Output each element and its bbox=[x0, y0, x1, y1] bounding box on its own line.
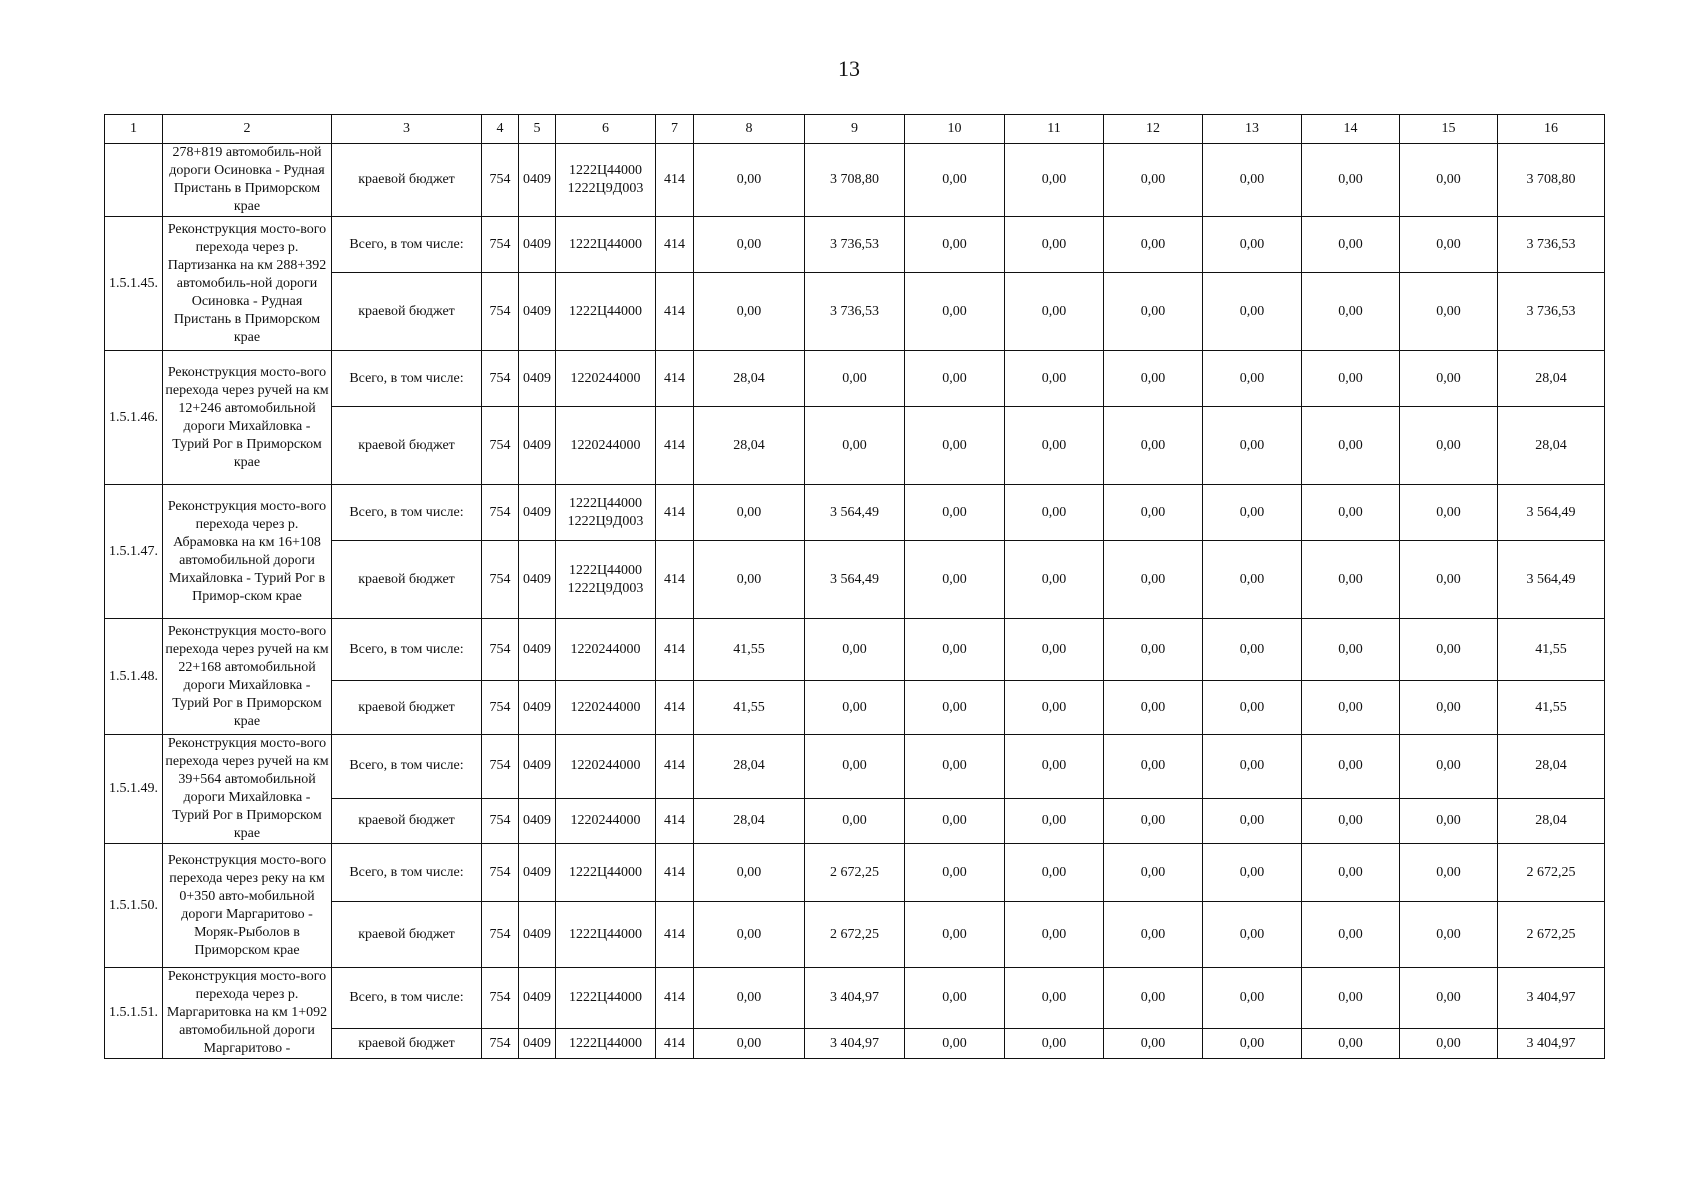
amount-col11: 0,00 bbox=[1005, 735, 1104, 799]
column-header-7: 7 bbox=[656, 115, 694, 144]
amount-col8: 0,00 bbox=[694, 273, 805, 351]
code-col7: 414 bbox=[656, 619, 694, 681]
amount-col10: 0,00 bbox=[905, 844, 1005, 902]
code-col7: 414 bbox=[656, 541, 694, 619]
funding-source: краевой бюджет bbox=[332, 798, 482, 843]
amount-col11: 0,00 bbox=[1005, 144, 1104, 217]
amount-col15: 0,00 bbox=[1400, 217, 1498, 273]
amount-col14: 0,00 bbox=[1302, 144, 1400, 217]
code-col7: 414 bbox=[656, 798, 694, 843]
code-col6 bbox=[556, 217, 656, 273]
code-col5: 0409 bbox=[519, 844, 556, 902]
amount-col11: 0,00 bbox=[1005, 1029, 1104, 1059]
amount-col9: 2 672,25 bbox=[805, 844, 905, 902]
table-row bbox=[105, 485, 1605, 541]
amount-col9: 3 708,80 bbox=[805, 144, 905, 217]
amount-col13: 0,00 bbox=[1203, 351, 1302, 407]
column-header-16: 16 bbox=[1498, 115, 1605, 144]
amount-col14: 0,00 bbox=[1302, 1029, 1400, 1059]
code-col6 bbox=[556, 485, 656, 541]
amount-col10: 0,00 bbox=[905, 351, 1005, 407]
item-number: 1.5.1.50. bbox=[105, 844, 163, 968]
column-header-4: 4 bbox=[482, 115, 519, 144]
amount-col16: 3 564,49 bbox=[1498, 541, 1605, 619]
funding-source: краевой бюджет bbox=[332, 541, 482, 619]
amount-col9: 2 672,25 bbox=[805, 902, 905, 968]
column-header-12: 12 bbox=[1104, 115, 1203, 144]
funding-source: краевой бюджет bbox=[332, 681, 482, 735]
amount-col9: 0,00 bbox=[805, 735, 905, 799]
code-col4: 754 bbox=[482, 273, 519, 351]
table-row bbox=[105, 619, 1605, 681]
amount-col13: 0,00 bbox=[1203, 968, 1302, 1029]
amount-col12: 0,00 bbox=[1104, 541, 1203, 619]
amount-col15: 0,00 bbox=[1400, 681, 1498, 735]
amount-col13: 0,00 bbox=[1203, 681, 1302, 735]
code-col6 bbox=[556, 1029, 656, 1059]
amount-col8: 0,00 bbox=[694, 1029, 805, 1059]
column-header-10: 10 bbox=[905, 115, 1005, 144]
code-col7: 414 bbox=[656, 485, 694, 541]
amount-col10: 0,00 bbox=[905, 798, 1005, 843]
column-header-1: 1 bbox=[105, 115, 163, 144]
code-col7: 414 bbox=[656, 844, 694, 902]
amount-col16: 28,04 bbox=[1498, 735, 1605, 799]
funding-source: краевой бюджет bbox=[332, 273, 482, 351]
amount-col15: 0,00 bbox=[1400, 902, 1498, 968]
amount-col16: 3 564,49 bbox=[1498, 485, 1605, 541]
table-row bbox=[105, 735, 1605, 799]
amount-col16: 2 672,25 bbox=[1498, 844, 1605, 902]
code-col4: 754 bbox=[482, 144, 519, 217]
amount-col12: 0,00 bbox=[1104, 1029, 1203, 1059]
amount-col11: 0,00 bbox=[1005, 273, 1104, 351]
code-line: 1220244000 bbox=[570, 641, 641, 657]
code-col6 bbox=[556, 541, 656, 619]
code-col6 bbox=[556, 351, 656, 407]
amount-col11: 0,00 bbox=[1005, 407, 1104, 485]
amount-col11: 0,00 bbox=[1005, 619, 1104, 681]
code-col4: 754 bbox=[482, 1029, 519, 1059]
amount-col12: 0,00 bbox=[1104, 485, 1203, 541]
table-row bbox=[105, 144, 1605, 217]
amount-col15: 0,00 bbox=[1400, 619, 1498, 681]
column-header-6: 6 bbox=[556, 115, 656, 144]
code-line: 1222Ц9Д003 bbox=[567, 181, 644, 196]
amount-col14: 0,00 bbox=[1302, 351, 1400, 407]
amount-col9: 3 736,53 bbox=[805, 273, 905, 351]
code-line: 1222Ц44000 bbox=[568, 562, 643, 578]
amount-col8: 28,04 bbox=[694, 798, 805, 843]
amount-col14: 0,00 bbox=[1302, 407, 1400, 485]
code-line: 1222Ц44000 bbox=[568, 163, 643, 178]
amount-col13: 0,00 bbox=[1203, 407, 1302, 485]
code-col6 bbox=[556, 844, 656, 902]
amount-col10: 0,00 bbox=[905, 217, 1005, 273]
item-number: 1.5.1.46. bbox=[105, 351, 163, 485]
amount-col8: 0,00 bbox=[694, 541, 805, 619]
amount-col12: 0,00 bbox=[1104, 144, 1203, 217]
code-col7: 414 bbox=[656, 144, 694, 217]
code-col6 bbox=[556, 619, 656, 681]
amount-col12: 0,00 bbox=[1104, 968, 1203, 1029]
amount-col13: 0,00 bbox=[1203, 798, 1302, 843]
amount-col15: 0,00 bbox=[1400, 541, 1498, 619]
code-col4: 754 bbox=[482, 407, 519, 485]
amount-col15: 0,00 bbox=[1400, 844, 1498, 902]
amount-col8: 0,00 bbox=[694, 144, 805, 217]
amount-col11: 0,00 bbox=[1005, 902, 1104, 968]
code-line: 1220244000 bbox=[570, 699, 641, 715]
amount-col8: 28,04 bbox=[694, 351, 805, 407]
table-row bbox=[105, 844, 1605, 902]
code-col7: 414 bbox=[656, 351, 694, 407]
amount-col13: 0,00 bbox=[1203, 541, 1302, 619]
amount-col10: 0,00 bbox=[905, 1029, 1005, 1059]
column-header-2: 2 bbox=[163, 115, 332, 144]
code-col5: 0409 bbox=[519, 1029, 556, 1059]
amount-col16: 3 404,97 bbox=[1498, 968, 1605, 1029]
code-col5: 0409 bbox=[519, 541, 556, 619]
amount-col12: 0,00 bbox=[1104, 351, 1203, 407]
amount-col16: 41,55 bbox=[1498, 619, 1605, 681]
amount-col11: 0,00 bbox=[1005, 968, 1104, 1029]
amount-col8: 28,04 bbox=[694, 407, 805, 485]
amount-col12: 0,00 bbox=[1104, 798, 1203, 843]
code-col4: 754 bbox=[482, 485, 519, 541]
code-line: 1222Ц9Д003 bbox=[567, 513, 644, 529]
amount-col12: 0,00 bbox=[1104, 902, 1203, 968]
amount-col10: 0,00 bbox=[905, 902, 1005, 968]
table-row bbox=[105, 351, 1605, 407]
code-col6 bbox=[556, 273, 656, 351]
code-col7: 414 bbox=[656, 681, 694, 735]
amount-col15: 0,00 bbox=[1400, 351, 1498, 407]
amount-col15: 0,00 bbox=[1400, 273, 1498, 351]
funding-source: Всего, в том числе: bbox=[332, 217, 482, 273]
item-number: 1.5.1.48. bbox=[105, 619, 163, 735]
code-col5: 0409 bbox=[519, 351, 556, 407]
amount-col13: 0,00 bbox=[1203, 1029, 1302, 1059]
code-col6 bbox=[556, 902, 656, 968]
column-header-8: 8 bbox=[694, 115, 805, 144]
amount-col8: 28,04 bbox=[694, 735, 805, 799]
code-line: 1222Ц44000 bbox=[568, 495, 643, 511]
funding-source: Всего, в том числе: bbox=[332, 351, 482, 407]
amount-col13: 0,00 bbox=[1203, 902, 1302, 968]
amount-col8: 0,00 bbox=[694, 968, 805, 1029]
amount-col13: 0,00 bbox=[1203, 619, 1302, 681]
amount-col11: 0,00 bbox=[1005, 798, 1104, 843]
code-col4: 754 bbox=[482, 798, 519, 843]
code-col5: 0409 bbox=[519, 681, 556, 735]
code-col5: 0409 bbox=[519, 407, 556, 485]
table-row bbox=[105, 968, 1605, 1029]
amount-col14: 0,00 bbox=[1302, 681, 1400, 735]
code-col4: 754 bbox=[482, 902, 519, 968]
code-line: 1220244000 bbox=[570, 370, 641, 386]
amount-col8: 0,00 bbox=[694, 902, 805, 968]
code-col7: 414 bbox=[656, 902, 694, 968]
amount-col16: 3 404,97 bbox=[1498, 1029, 1605, 1059]
code-col4: 754 bbox=[482, 619, 519, 681]
code-col4: 754 bbox=[482, 351, 519, 407]
amount-col16: 3 736,53 bbox=[1498, 273, 1605, 351]
amount-col9: 0,00 bbox=[805, 351, 905, 407]
item-name: Реконструкция мосто-вого перехода через ручей на км 39+564 автомобильной дороги Михайловка - Турий Рог в Приморском крае bbox=[163, 735, 332, 844]
amount-col16: 2 672,25 bbox=[1498, 902, 1605, 968]
table-row bbox=[105, 217, 1605, 273]
amount-col12: 0,00 bbox=[1104, 844, 1203, 902]
code-line: 1220244000 bbox=[570, 812, 641, 828]
code-col5: 0409 bbox=[519, 968, 556, 1029]
table-header bbox=[105, 115, 1605, 144]
amount-col13: 0,00 bbox=[1203, 217, 1302, 273]
column-header-11: 11 bbox=[1005, 115, 1104, 144]
code-col5: 0409 bbox=[519, 619, 556, 681]
amount-col16: 28,04 bbox=[1498, 351, 1605, 407]
amount-col15: 0,00 bbox=[1400, 485, 1498, 541]
page-number: 13 bbox=[838, 56, 860, 81]
code-col5: 0409 bbox=[519, 217, 556, 273]
amount-col11: 0,00 bbox=[1005, 217, 1104, 273]
amount-col16: 28,04 bbox=[1498, 798, 1605, 843]
amount-col9: 0,00 bbox=[805, 407, 905, 485]
amount-col11: 0,00 bbox=[1005, 844, 1104, 902]
amount-col10: 0,00 bbox=[905, 735, 1005, 799]
budget-table bbox=[104, 114, 1605, 1059]
item-name: Реконструкция мосто-вого перехода через ручей на км 12+246 автомобильной дороги Михайловка - Турий Рог в Приморском крае bbox=[163, 351, 332, 485]
column-header-15: 15 bbox=[1400, 115, 1498, 144]
amount-col14: 0,00 bbox=[1302, 485, 1400, 541]
item-name: Реконструкция мосто-вого перехода через р. Партизанка на км 288+392 автомобиль-ной дороги Осиновка - Рудная Пристань в Приморском крае bbox=[163, 217, 332, 351]
amount-col10: 0,00 bbox=[905, 144, 1005, 217]
code-col5: 0409 bbox=[519, 485, 556, 541]
column-header-5: 5 bbox=[519, 115, 556, 144]
amount-col13: 0,00 bbox=[1203, 735, 1302, 799]
code-line: 1222Ц44000 bbox=[568, 303, 643, 319]
amount-col13: 0,00 bbox=[1203, 144, 1302, 217]
amount-col16: 28,04 bbox=[1498, 407, 1605, 485]
amount-col14: 0,00 bbox=[1302, 541, 1400, 619]
item-name: Реконструкция мосто-вого перехода через ручей на км 22+168 автомобильной дороги Михайловка - Турий Рог в Приморском крае bbox=[163, 619, 332, 735]
amount-col12: 0,00 bbox=[1104, 735, 1203, 799]
amount-col12: 0,00 bbox=[1104, 217, 1203, 273]
funding-source: Всего, в том числе: bbox=[332, 485, 482, 541]
item-number: 1.5.1.49. bbox=[105, 735, 163, 844]
amount-col11: 0,00 bbox=[1005, 485, 1104, 541]
amount-col9: 0,00 bbox=[805, 619, 905, 681]
amount-col9: 0,00 bbox=[805, 798, 905, 843]
amount-col16: 3 736,53 bbox=[1498, 217, 1605, 273]
funding-source: краевой бюджет bbox=[332, 1029, 482, 1059]
amount-col13: 0,00 bbox=[1203, 844, 1302, 902]
table-body bbox=[105, 144, 1605, 1059]
amount-col10: 0,00 bbox=[905, 485, 1005, 541]
code-line: 1222Ц44000 bbox=[568, 926, 643, 942]
amount-col10: 0,00 bbox=[905, 273, 1005, 351]
code-col4: 754 bbox=[482, 844, 519, 902]
amount-col14: 0,00 bbox=[1302, 273, 1400, 351]
code-col7: 414 bbox=[656, 1029, 694, 1059]
amount-col13: 0,00 bbox=[1203, 485, 1302, 541]
amount-col14: 0,00 bbox=[1302, 844, 1400, 902]
funding-source: Всего, в том числе: bbox=[332, 968, 482, 1029]
amount-col15: 0,00 bbox=[1400, 407, 1498, 485]
item-number: 1.5.1.51. bbox=[105, 968, 163, 1059]
code-col7: 414 bbox=[656, 407, 694, 485]
amount-col15: 0,00 bbox=[1400, 1029, 1498, 1059]
item-name: Реконструкция мосто-вого перехода через р. Абрамовка на км 16+108 автомобильной дороги Михайловка - Турий Рог в Примор-ском крае bbox=[163, 485, 332, 619]
code-col4: 754 bbox=[482, 217, 519, 273]
amount-col14: 0,00 bbox=[1302, 619, 1400, 681]
amount-col12: 0,00 bbox=[1104, 619, 1203, 681]
amount-col8: 41,55 bbox=[694, 681, 805, 735]
amount-col12: 0,00 bbox=[1104, 273, 1203, 351]
code-line: 1220244000 bbox=[570, 758, 641, 774]
item-name: 278+819 автомобиль-ной дороги Осиновка - Рудная Пристань в Приморском крае bbox=[163, 144, 332, 217]
amount-col9: 3 564,49 bbox=[805, 485, 905, 541]
code-line: 1222Ц44000 bbox=[568, 1035, 643, 1051]
amount-col10: 0,00 bbox=[905, 681, 1005, 735]
amount-col9: 3 564,49 bbox=[805, 541, 905, 619]
code-col7: 414 bbox=[656, 968, 694, 1029]
amount-col14: 0,00 bbox=[1302, 798, 1400, 843]
amount-col12: 0,00 bbox=[1104, 681, 1203, 735]
amount-col10: 0,00 bbox=[905, 968, 1005, 1029]
funding-source: Всего, в том числе: bbox=[332, 844, 482, 902]
amount-col14: 0,00 bbox=[1302, 735, 1400, 799]
amount-col11: 0,00 bbox=[1005, 351, 1104, 407]
amount-col15: 0,00 bbox=[1400, 144, 1498, 217]
amount-col11: 0,00 bbox=[1005, 681, 1104, 735]
amount-col10: 0,00 bbox=[905, 619, 1005, 681]
amount-col9: 3 736,53 bbox=[805, 217, 905, 273]
amount-col14: 0,00 bbox=[1302, 217, 1400, 273]
code-line: 1222Ц44000 bbox=[568, 990, 643, 1006]
amount-col10: 0,00 bbox=[905, 407, 1005, 485]
funding-source: Всего, в том числе: bbox=[332, 735, 482, 799]
column-header-3: 3 bbox=[332, 115, 482, 144]
column-header-14: 14 bbox=[1302, 115, 1400, 144]
amount-col14: 0,00 bbox=[1302, 902, 1400, 968]
amount-col10: 0,00 bbox=[905, 541, 1005, 619]
code-line: 1220244000 bbox=[570, 437, 641, 453]
amount-col11: 0,00 bbox=[1005, 541, 1104, 619]
code-col6 bbox=[556, 735, 656, 799]
amount-col15: 0,00 bbox=[1400, 798, 1498, 843]
code-col5: 0409 bbox=[519, 735, 556, 799]
amount-col16: 41,55 bbox=[1498, 681, 1605, 735]
code-line: 1222Ц44000 bbox=[568, 864, 643, 880]
column-header-9: 9 bbox=[805, 115, 905, 144]
item-name: Реконструкция мосто-вого перехода через реку на км 0+350 авто-мобильной дороги Маргаритово - Моряк-Рыболов в Приморском крае bbox=[163, 844, 332, 968]
item-number bbox=[105, 144, 163, 217]
code-col6 bbox=[556, 968, 656, 1029]
amount-col8: 0,00 bbox=[694, 844, 805, 902]
code-col7: 414 bbox=[656, 273, 694, 351]
funding-source: краевой бюджет bbox=[332, 902, 482, 968]
amount-col15: 0,00 bbox=[1400, 968, 1498, 1029]
amount-col9: 0,00 bbox=[805, 681, 905, 735]
item-number: 1.5.1.45. bbox=[105, 217, 163, 351]
funding-source: краевой бюджет bbox=[332, 144, 482, 217]
amount-col8: 41,55 bbox=[694, 619, 805, 681]
code-col7: 414 bbox=[656, 217, 694, 273]
code-line: 1222Ц44000 bbox=[568, 236, 643, 252]
code-col6 bbox=[556, 407, 656, 485]
amount-col14: 0,00 bbox=[1302, 968, 1400, 1029]
code-col4: 754 bbox=[482, 735, 519, 799]
code-col4: 754 bbox=[482, 541, 519, 619]
funding-source: краевой бюджет bbox=[332, 407, 482, 485]
funding-source: Всего, в том числе: bbox=[332, 619, 482, 681]
amount-col13: 0,00 bbox=[1203, 273, 1302, 351]
code-col6 bbox=[556, 144, 656, 217]
amount-col9: 3 404,97 bbox=[805, 1029, 905, 1059]
code-col7: 414 bbox=[656, 735, 694, 799]
amount-col16: 3 708,80 bbox=[1498, 144, 1605, 217]
item-name: Реконструкция мосто-вого перехода через р. Маргаритовка на км 1+092 автомобильной дороги Маргаритово - bbox=[163, 968, 332, 1059]
amount-col8: 0,00 bbox=[694, 217, 805, 273]
amount-col15: 0,00 bbox=[1400, 735, 1498, 799]
code-line: 1222Ц9Д003 bbox=[567, 580, 644, 596]
code-col4: 754 bbox=[482, 968, 519, 1029]
amount-col8: 0,00 bbox=[694, 485, 805, 541]
code-col5: 0409 bbox=[519, 902, 556, 968]
header-row bbox=[105, 115, 1605, 144]
code-col5: 0409 bbox=[519, 798, 556, 843]
code-col5: 0409 bbox=[519, 144, 556, 217]
amount-col9: 3 404,97 bbox=[805, 968, 905, 1029]
column-header-13: 13 bbox=[1203, 115, 1302, 144]
code-col6 bbox=[556, 681, 656, 735]
code-col5: 0409 bbox=[519, 273, 556, 351]
code-col6 bbox=[556, 798, 656, 843]
item-number: 1.5.1.47. bbox=[105, 485, 163, 619]
code-col4: 754 bbox=[482, 681, 519, 735]
amount-col12: 0,00 bbox=[1104, 407, 1203, 485]
